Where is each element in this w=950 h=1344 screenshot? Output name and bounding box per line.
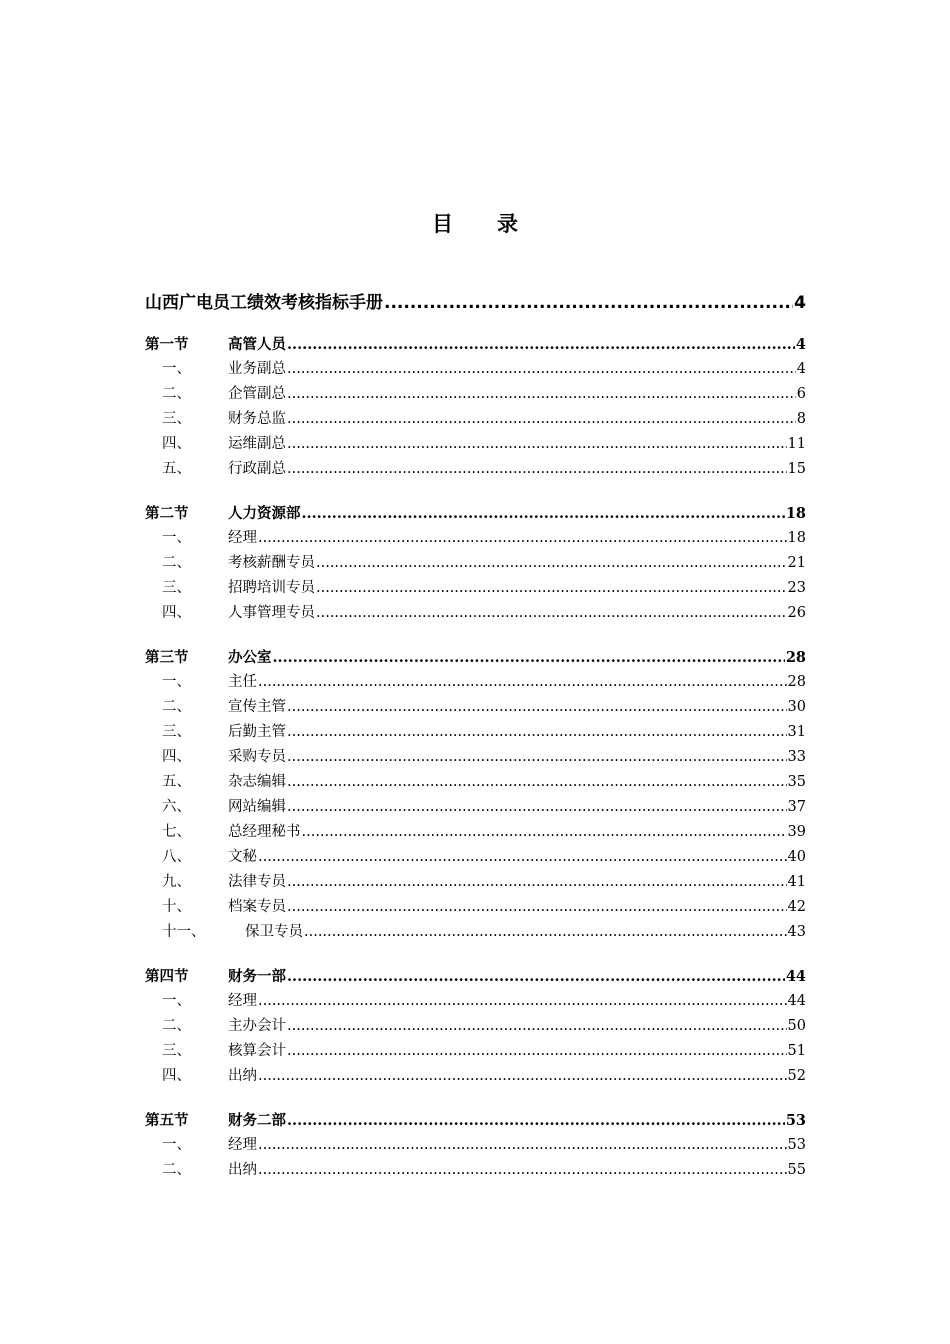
toc-leader-dots [258,670,787,695]
toc-section-entry[interactable] [145,645,806,670]
toc-section [145,1108,806,1183]
toc-item-entry[interactable] [145,895,806,920]
toc-leader-dots [287,432,787,457]
toc-page-number: 28 [787,674,806,690]
toc-leader-dots [287,964,785,989]
toc-page-number: 30 [787,699,806,715]
toc-item-label: 出纳 [228,1068,257,1084]
toc-leader-dots [287,1108,785,1133]
toc-item-label: 主任 [228,674,257,690]
toc-page-number: 33 [787,749,806,765]
toc-item-label: 主办会计 [228,1018,286,1034]
toc-section-entry[interactable] [145,332,806,357]
toc-section-entry[interactable] [145,1108,806,1133]
toc-item-label: 采购专员 [228,749,286,765]
toc-item-entry[interactable] [145,526,806,551]
toc-item-number: 四、 [162,1068,191,1084]
toc-item-number: 一、 [162,361,191,377]
toc-leader-dots [287,357,796,382]
toc-leader-dots [287,870,787,895]
toc-item-label: 核算会计 [228,1043,286,1059]
toc-item-number: 二、 [162,555,191,571]
toc-leader-dots [287,895,787,920]
toc-page-number: 21 [787,555,806,571]
toc-item-entry[interactable] [145,576,806,601]
toc-leader-dots [287,770,787,795]
toc-item-label: 业务副总 [228,361,286,377]
toc-section [145,645,806,945]
toc-item-number: 三、 [162,411,191,427]
toc-item-label: 档案专员 [228,899,286,915]
toc-item-entry[interactable] [145,820,806,845]
toc-section [145,332,806,482]
toc-item-label: 出纳 [228,1162,257,1178]
toc-item-label: 招聘培训专员 [228,580,315,596]
toc-page-number: 31 [787,724,806,740]
toc-item-label: 经理 [228,1137,257,1153]
toc-section-number: 第五节 [145,1112,189,1129]
toc-leader-dots [304,920,787,945]
toc-leader-dots [287,332,795,357]
toc-leader-dots [287,457,787,482]
toc-page-number: 35 [787,774,806,790]
toc-leader-dots [287,695,787,720]
toc-item-label: 经理 [228,530,257,546]
toc-item-number: 九、 [162,874,191,890]
toc-item-number: 五、 [162,461,191,477]
toc-section [145,501,806,626]
toc-item-label: 运维副总 [228,436,286,452]
toc-section-label: 财务二部 [228,1112,286,1129]
toc-item-label: 财务总监 [228,411,286,427]
toc-title-right: 录 [497,212,518,236]
toc-section-number: 第二节 [145,505,189,522]
toc-page-number: 52 [787,1068,806,1084]
toc-item-entry[interactable] [145,1014,806,1039]
toc-leader-dots [258,1133,787,1158]
toc-item-number: 七、 [162,824,191,840]
toc-item-number: 三、 [162,580,191,596]
toc-leader-dots [302,501,785,526]
toc-page-number: 44 [787,993,806,1009]
toc-item-entry[interactable] [145,457,806,482]
toc-item-label: 企管副总 [228,386,286,402]
toc-page-number: 4 [795,336,806,353]
toc-section-entry[interactable] [145,501,806,526]
toc-leader-dots [287,720,787,745]
toc-leader-dots [258,1158,787,1183]
toc-item-label: 保卫专员 [245,924,303,940]
toc-item-number: 一、 [162,1137,191,1153]
toc-item-label: 文秘 [228,849,257,865]
toc-item-entry[interactable] [145,432,806,457]
toc-item-number: 三、 [162,724,191,740]
toc-item-label: 宣传主管 [228,699,286,715]
toc-leader-dots [273,645,785,670]
toc-leader-dots [316,601,787,626]
toc-item-label: 经理 [228,993,257,1009]
toc-page-number: 23 [787,580,806,596]
toc-leader-dots [384,288,793,318]
toc-leader-dots [258,526,787,551]
toc-section-entry[interactable] [145,964,806,989]
toc-item-number: 三、 [162,1043,191,1059]
toc-item-entry[interactable] [145,770,806,795]
table-of-contents [145,288,806,1202]
toc-leader-dots [287,745,787,770]
toc-item-entry[interactable] [145,357,806,382]
toc-item-entry[interactable] [145,720,806,745]
toc-page-number: 4 [796,361,806,377]
toc-section-number: 第一节 [145,336,189,353]
toc-item-entry[interactable] [145,1039,806,1064]
toc-item-label: 网站编辑 [228,799,286,815]
toc-item-number: 一、 [162,530,191,546]
toc-page-number: 41 [787,874,806,890]
toc-page-number: 40 [787,849,806,865]
toc-section-number: 第四节 [145,968,189,985]
toc-leader-dots [287,1014,787,1039]
toc-section-label: 财务一部 [228,968,286,985]
toc-item-label: 后勤主管 [228,724,286,740]
toc-item-number: 四、 [162,749,191,765]
toc-page-number: 18 [787,530,806,546]
toc-item-number: 二、 [162,386,191,402]
toc-item-entry[interactable] [145,845,806,870]
toc-item-entry[interactable] [145,601,806,626]
toc-page-number: 28 [785,649,806,666]
toc-page-number: 51 [787,1043,806,1059]
toc-page-number: 8 [796,411,806,427]
toc-item-number: 二、 [162,699,191,715]
toc-item-label: 杂志编辑 [228,774,286,790]
toc-leader-dots [287,795,787,820]
toc-item-label: 法律专员 [228,874,286,890]
toc-item-number: 四、 [162,605,191,621]
toc-title [0,208,950,238]
toc-page-number: 53 [787,1137,806,1153]
toc-page-number: 55 [787,1162,806,1178]
toc-item-label: 人事管理专员 [228,605,315,621]
toc-item-entry[interactable] [145,382,806,407]
toc-item-entry[interactable] [145,1064,806,1089]
toc-page-number: 15 [787,461,806,477]
toc-item-entry[interactable] [145,551,806,576]
toc-section-label: 办公室 [228,649,272,666]
toc-item-label: 考核薪酬专员 [228,555,315,571]
toc-item-entry[interactable] [145,670,806,695]
toc-section-label: 高管人员 [228,336,286,353]
toc-page-number: 18 [785,505,806,522]
toc-item-number: 十、 [162,899,191,915]
toc-item-entry[interactable] [145,695,806,720]
toc-leader-dots [302,820,787,845]
toc-item-entry[interactable] [145,1133,806,1158]
toc-item-number: 二、 [162,1018,191,1034]
toc-item-entry[interactable] [145,795,806,820]
toc-item-label: 行政副总 [228,461,286,477]
toc-page-number: 43 [787,924,806,940]
toc-page-number: 11 [787,436,806,452]
toc-leader-dots [287,1039,787,1064]
toc-leader-dots [258,845,787,870]
toc-page-number: 50 [787,1018,806,1034]
toc-leader-dots [287,407,796,432]
toc-leader-dots [258,989,787,1014]
toc-item-number: 一、 [162,674,191,690]
toc-item-number: 二、 [162,1162,191,1178]
toc-item-number: 一、 [162,993,191,1009]
toc-item-number: 六、 [162,799,191,815]
toc-item-entry[interactable] [145,989,806,1014]
toc-section-label: 人力资源部 [228,505,301,522]
toc-item-number: 八、 [162,849,191,865]
toc-section-number: 第三节 [145,649,189,666]
toc-page-number: 53 [785,1112,806,1129]
toc-item-entry[interactable] [145,745,806,770]
toc-book-label: 山西广电员工绩效考核指标手册 [145,293,383,313]
toc-page-number: 37 [787,799,806,815]
toc-page-number: 44 [785,968,806,985]
toc-section [145,964,806,1089]
toc-book-entry[interactable] [145,288,806,318]
toc-item-entry[interactable] [145,407,806,432]
toc-leader-dots [316,551,787,576]
toc-page-number: 4 [794,293,806,313]
toc-leader-dots [258,1064,787,1089]
toc-page-number: 26 [787,605,806,621]
toc-item-label: 总经理秘书 [228,824,301,840]
toc-item-entry[interactable] [145,920,806,945]
toc-page-number: 39 [787,824,806,840]
toc-leader-dots [316,576,787,601]
toc-item-number: 十一、 [162,924,206,940]
toc-item-entry[interactable] [145,870,806,895]
toc-leader-dots [287,382,796,407]
toc-item-number: 五、 [162,774,191,790]
toc-title-left: 目 [432,212,453,236]
toc-item-entry[interactable] [145,1158,806,1183]
toc-item-number: 四、 [162,436,191,452]
toc-page-number: 42 [787,899,806,915]
toc-page-number: 6 [796,386,806,402]
